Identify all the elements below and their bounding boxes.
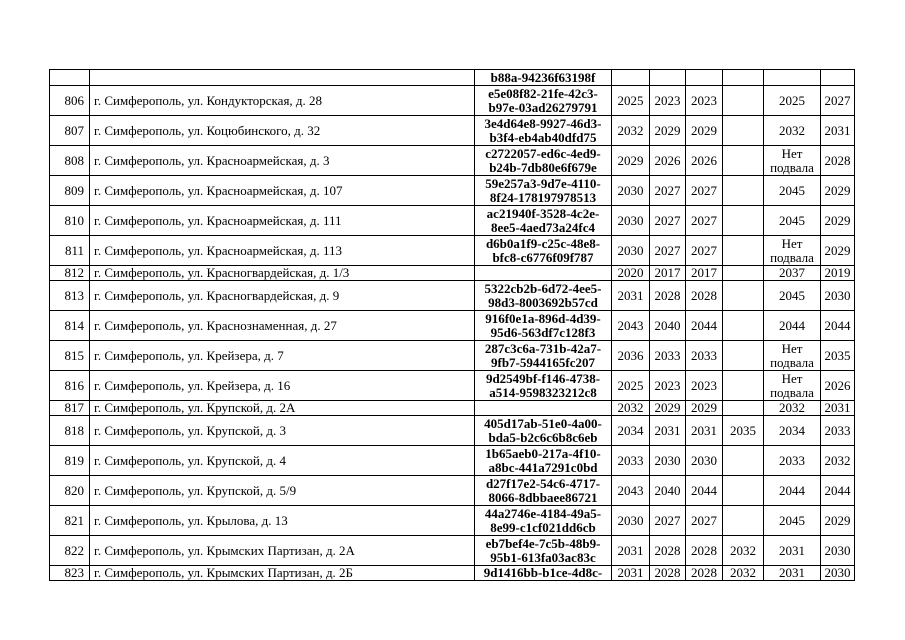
year-cell-1: 2034 <box>612 416 650 446</box>
house-guid-cell <box>475 476 612 506</box>
house-guid-line: 8e99-c1cf021dd6cb <box>490 519 596 535</box>
address-cell: г. Симферополь, ул. Крейзера, д. 7 <box>90 341 475 371</box>
house-guid-cell <box>475 371 612 401</box>
year-cell-1: 2030 <box>612 206 650 236</box>
year-cell-3: 2023 <box>686 371 723 401</box>
house-guid-cell <box>475 146 612 176</box>
address-cell: г. Симферополь, ул. Крымских Партизан, д. 2Б <box>90 566 475 581</box>
house-guid-line: e5e08f82-21fe-42c3- <box>488 85 598 101</box>
address-cell: г. Симферополь, ул. Красноармейская, д. 107 <box>90 176 475 206</box>
year-cell-3: 2030 <box>686 446 723 476</box>
house-guid-line: 8f24-178197978513 <box>489 189 597 205</box>
no-basement-label: Нет <box>781 340 803 356</box>
document-page <box>49 69 855 581</box>
year-cell-5: 2045 <box>764 176 821 206</box>
address-cell: г. Симферополь, ул. Красноармейская, д. 3 <box>90 146 475 176</box>
house-guid-line: 9fb7-5944165fc207 <box>491 354 595 370</box>
house-guid-cell <box>475 176 612 206</box>
year-cell-4 <box>723 236 764 266</box>
year-cell-6: 2031 <box>821 401 855 416</box>
address-cell: г. Симферополь, ул. Крымских Партизан, д. 2А <box>90 536 475 566</box>
address-cell: г. Симферополь, ул. Крупской, д. 2А <box>90 401 475 416</box>
year-cell-3: 2031 <box>686 416 723 446</box>
table-row <box>50 176 855 206</box>
year-cell-3: 2026 <box>686 146 723 176</box>
year-cell-5: 2032 <box>764 401 821 416</box>
table-row <box>50 281 855 311</box>
house-guid-line: 9d1416bb-b1ce-4d8c- <box>483 565 603 580</box>
year-cell-6: 2027 <box>821 86 855 116</box>
year-cell-2: 2029 <box>650 401 686 416</box>
address-cell: г. Симферополь, ул. Крупской, д. 4 <box>90 446 475 476</box>
year-cell-5 <box>764 341 821 371</box>
year-cell-6 <box>821 70 855 86</box>
address-cell: г. Симферополь, ул. Красноармейская, д. 111 <box>90 206 475 236</box>
row-number: 822 <box>50 536 90 566</box>
row-number: 815 <box>50 341 90 371</box>
year-cell-3: 2028 <box>686 536 723 566</box>
year-cell-3: 2033 <box>686 341 723 371</box>
no-basement-label: Нет <box>781 145 803 161</box>
year-cell-2: 2023 <box>650 371 686 401</box>
year-cell-3: 2017 <box>686 266 723 281</box>
year-cell-6: 2029 <box>821 236 855 266</box>
row-number: 810 <box>50 206 90 236</box>
year-cell-1: 2030 <box>612 506 650 536</box>
house-guid-cell <box>475 506 612 536</box>
house-guid-line: 59e257a3-9d7e-4110- <box>485 175 601 191</box>
house-guid-cell <box>475 266 612 281</box>
house-guid-line: d27f17e2-54c6-4717- <box>485 475 601 491</box>
year-cell-6: 2019 <box>821 266 855 281</box>
year-cell-3: 2044 <box>686 476 723 506</box>
year-cell-2: 2028 <box>650 281 686 311</box>
year-cell-2: 2023 <box>650 86 686 116</box>
housing-register-table <box>49 69 855 581</box>
row-number: 816 <box>50 371 90 401</box>
year-cell-2: 2040 <box>650 311 686 341</box>
year-cell-6: 2026 <box>821 371 855 401</box>
year-cell-4 <box>723 446 764 476</box>
year-cell-3: 2027 <box>686 176 723 206</box>
row-number: 812 <box>50 266 90 281</box>
year-cell-5: 2045 <box>764 281 821 311</box>
year-cell-5: 2033 <box>764 446 821 476</box>
year-cell-4 <box>723 70 764 86</box>
no-basement-label: Нет <box>781 235 803 251</box>
house-guid-cell <box>475 116 612 146</box>
address-cell: г. Симферополь, ул. Краснознаменная, д. 27 <box>90 311 475 341</box>
year-cell-4 <box>723 476 764 506</box>
year-cell-5: 2034 <box>764 416 821 446</box>
year-cell-5 <box>764 70 821 86</box>
year-cell-3: 2027 <box>686 206 723 236</box>
year-cell-5: 2025 <box>764 86 821 116</box>
year-cell-3: 2028 <box>686 281 723 311</box>
address-cell: г. Симферополь, ул. Коцюбинского, д. 32 <box>90 116 475 146</box>
year-cell-6: 2028 <box>821 146 855 176</box>
year-cell-6: 2035 <box>821 341 855 371</box>
address-cell: г. Симферополь, ул. Красногвардейская, д. 1/3 <box>90 266 475 281</box>
house-guid-line: 8ee5-4aed73a24fc4 <box>491 219 595 235</box>
table-row <box>50 206 855 236</box>
row-number: 807 <box>50 116 90 146</box>
year-cell-4 <box>723 266 764 281</box>
year-cell-4 <box>723 146 764 176</box>
year-cell-1: 2043 <box>612 311 650 341</box>
year-cell-6: 2031 <box>821 116 855 146</box>
table-row <box>50 566 855 581</box>
house-guid-line: ac21940f-3528-4c2e- <box>486 205 600 221</box>
table-row <box>50 70 855 86</box>
year-cell-1: 2030 <box>612 176 650 206</box>
year-cell-2: 2031 <box>650 416 686 446</box>
year-cell-4 <box>723 371 764 401</box>
year-cell-5: 2037 <box>764 266 821 281</box>
year-cell-4 <box>723 206 764 236</box>
table-row <box>50 146 855 176</box>
year-cell-1: 2032 <box>612 401 650 416</box>
house-guid-cell <box>475 416 612 446</box>
year-cell-4 <box>723 341 764 371</box>
table-row <box>50 86 855 116</box>
house-guid-line: 44a2746e-4184-49a5- <box>484 505 602 521</box>
row-number: 817 <box>50 401 90 416</box>
year-cell-3: 2044 <box>686 311 723 341</box>
table-row <box>50 416 855 446</box>
table-row <box>50 506 855 536</box>
year-cell-6: 2030 <box>821 566 855 581</box>
house-guid-cell <box>475 311 612 341</box>
row-number: 819 <box>50 446 90 476</box>
house-guid-line: bda5-b2c6c6b8c6eb <box>488 429 598 445</box>
year-cell-4 <box>723 86 764 116</box>
address-cell: г. Симферополь, ул. Красногвардейская, д. 9 <box>90 281 475 311</box>
year-cell-6: 2030 <box>821 536 855 566</box>
year-cell-4: 2032 <box>723 536 764 566</box>
table-row <box>50 401 855 416</box>
year-cell-3 <box>686 70 723 86</box>
row-number: 820 <box>50 476 90 506</box>
year-cell-2: 2027 <box>650 206 686 236</box>
house-guid-cell <box>475 236 612 266</box>
year-cell-2: 2033 <box>650 341 686 371</box>
house-guid-cell <box>475 86 612 116</box>
table-row <box>50 116 855 146</box>
year-cell-4 <box>723 116 764 146</box>
year-cell-1 <box>612 70 650 86</box>
year-cell-2: 2028 <box>650 566 686 581</box>
house-guid-cell <box>475 70 612 86</box>
row-number: 823 <box>50 566 90 581</box>
table-row <box>50 536 855 566</box>
year-cell-3: 2023 <box>686 86 723 116</box>
year-cell-1: 2025 <box>612 86 650 116</box>
house-guid-line: c2722057-ed6c-4ed9- <box>485 145 601 161</box>
year-cell-6: 2044 <box>821 476 855 506</box>
year-cell-1: 2030 <box>612 236 650 266</box>
year-cell-2: 2027 <box>650 176 686 206</box>
house-guid-line: a8bc-441a7291c0bd <box>488 459 598 475</box>
address-cell: г. Симферополь, ул. Красноармейская, д. 113 <box>90 236 475 266</box>
house-guid-cell <box>475 446 612 476</box>
table-row <box>50 371 855 401</box>
year-cell-4: 2032 <box>723 566 764 581</box>
year-cell-2: 2030 <box>650 446 686 476</box>
year-cell-1: 2036 <box>612 341 650 371</box>
year-cell-3: 2029 <box>686 116 723 146</box>
table-row <box>50 341 855 371</box>
house-guid-line: a514-9598323212c8 <box>489 384 597 400</box>
year-cell-1: 2031 <box>612 281 650 311</box>
year-cell-3: 2027 <box>686 506 723 536</box>
no-basement-label: Нет <box>781 370 803 386</box>
year-cell-6: 2030 <box>821 281 855 311</box>
house-guid-line: 98d3-8003692b57cd <box>488 294 598 310</box>
house-guid-line: 95d6-563df7c128f3 <box>490 324 596 340</box>
row-number: 821 <box>50 506 90 536</box>
year-cell-5: 2031 <box>764 536 821 566</box>
year-cell-1: 2032 <box>612 116 650 146</box>
house-guid-cell <box>475 536 612 566</box>
year-cell-6: 2029 <box>821 206 855 236</box>
house-guid-cell <box>475 281 612 311</box>
house-guid-cell <box>475 401 612 416</box>
year-cell-4 <box>723 176 764 206</box>
table-row <box>50 311 855 341</box>
house-guid-line: b24b-7db80e6f679e <box>489 159 597 175</box>
year-cell-2: 2040 <box>650 476 686 506</box>
house-guid-line: b3f4-eb4ab40dfd75 <box>489 129 597 145</box>
house-guid-line: 95b1-613fa03ac83c <box>490 549 596 565</box>
year-cell-5: 2045 <box>764 506 821 536</box>
house-guid-line: 3e4d64e8-9927-46d3- <box>484 115 602 131</box>
row-number: 806 <box>50 86 90 116</box>
year-cell-5 <box>764 236 821 266</box>
address-cell: г. Симферополь, ул. Кондукторская, д. 28 <box>90 86 475 116</box>
house-guid-line: bfc8-c6776f09f787 <box>492 249 594 265</box>
year-cell-1: 2025 <box>612 371 650 401</box>
row-number: 811 <box>50 236 90 266</box>
table-row <box>50 236 855 266</box>
house-guid-line: 1b65aeb0-217a-4f10- <box>485 445 601 461</box>
house-guid-cell <box>475 566 612 581</box>
no-basement-label: подвала <box>770 159 814 175</box>
year-cell-1: 2031 <box>612 566 650 581</box>
year-cell-1: 2043 <box>612 476 650 506</box>
year-cell-1: 2020 <box>612 266 650 281</box>
year-cell-6: 2033 <box>821 416 855 446</box>
address-cell: г. Симферополь, ул. Крылова, д. 13 <box>90 506 475 536</box>
house-guid-line: 916f0e1a-896d-4d39- <box>485 310 601 326</box>
year-cell-2: 2017 <box>650 266 686 281</box>
year-cell-2: 2028 <box>650 536 686 566</box>
house-guid-line: d6b0a1f9-c25c-48e8- <box>485 235 601 251</box>
row-number: 814 <box>50 311 90 341</box>
year-cell-1: 2033 <box>612 446 650 476</box>
house-guid-line: b97e-03ad26279791 <box>488 99 598 115</box>
year-cell-6: 2032 <box>821 446 855 476</box>
year-cell-5: 2044 <box>764 476 821 506</box>
year-cell-2: 2027 <box>650 506 686 536</box>
year-cell-4 <box>723 281 764 311</box>
house-guid-cell <box>475 341 612 371</box>
house-guid-line: 9d2549bf-f146-4738- <box>485 370 601 386</box>
row-number <box>50 70 90 86</box>
year-cell-3: 2028 <box>686 566 723 581</box>
table-row <box>50 476 855 506</box>
row-number: 808 <box>50 146 90 176</box>
no-basement-label: подвала <box>770 354 814 370</box>
table-row <box>50 446 855 476</box>
house-guid-line: 8066-8dbbaee86721 <box>488 489 598 505</box>
address-cell: г. Симферополь, ул. Крупской, д. 5/9 <box>90 476 475 506</box>
house-guid-line: 287c3c6a-731b-42a7- <box>484 340 602 356</box>
table-row <box>50 266 855 281</box>
year-cell-1: 2031 <box>612 536 650 566</box>
year-cell-1: 2029 <box>612 146 650 176</box>
house-guid-line: eb7bef4e-7c5b-48b9- <box>485 535 601 551</box>
year-cell-3: 2029 <box>686 401 723 416</box>
year-cell-4 <box>723 311 764 341</box>
house-guid-line: 405d17ab-51e0-4a00- <box>484 415 602 431</box>
address-cell: г. Симферополь, ул. Крупской, д. 3 <box>90 416 475 446</box>
year-cell-5 <box>764 371 821 401</box>
year-cell-5 <box>764 146 821 176</box>
year-cell-5: 2032 <box>764 116 821 146</box>
house-guid-cell <box>475 206 612 236</box>
table-body <box>50 70 855 581</box>
year-cell-6: 2029 <box>821 176 855 206</box>
year-cell-5: 2044 <box>764 311 821 341</box>
address-cell <box>90 70 475 86</box>
year-cell-2: 2027 <box>650 236 686 266</box>
year-cell-5: 2031 <box>764 566 821 581</box>
house-guid-line: 5322cb2b-6d72-4ee5- <box>484 280 602 296</box>
row-number: 818 <box>50 416 90 446</box>
year-cell-4 <box>723 401 764 416</box>
row-number: 813 <box>50 281 90 311</box>
year-cell-5: 2045 <box>764 206 821 236</box>
row-number: 809 <box>50 176 90 206</box>
year-cell-3: 2027 <box>686 236 723 266</box>
no-basement-label: подвала <box>770 384 814 400</box>
year-cell-2 <box>650 70 686 86</box>
year-cell-2: 2029 <box>650 116 686 146</box>
year-cell-2: 2026 <box>650 146 686 176</box>
year-cell-4 <box>723 506 764 536</box>
no-basement-label: подвала <box>770 249 814 265</box>
house-guid-line: b88a-94236f63198f <box>490 69 596 85</box>
address-cell: г. Симферополь, ул. Крейзера, д. 16 <box>90 371 475 401</box>
year-cell-4: 2035 <box>723 416 764 446</box>
year-cell-6: 2044 <box>821 311 855 341</box>
year-cell-6: 2029 <box>821 506 855 536</box>
